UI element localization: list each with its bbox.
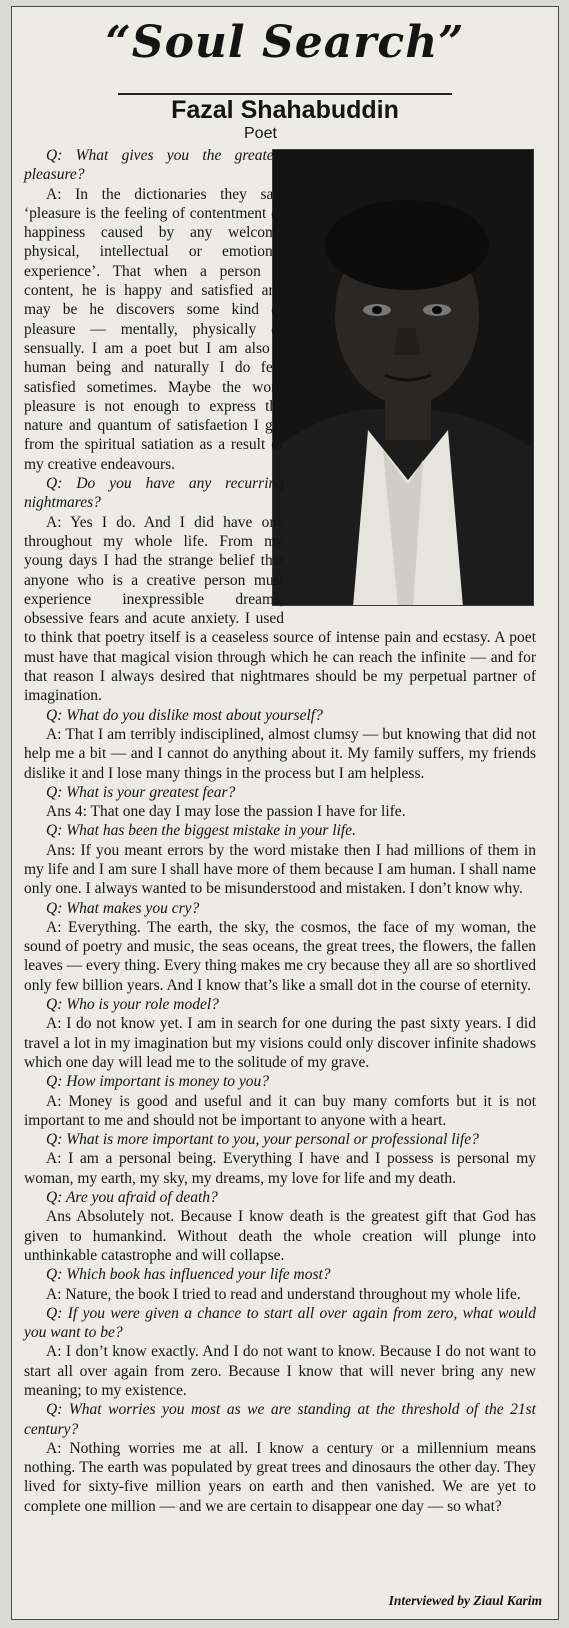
question: Q: What is more important to you, your personal or professional life? [46, 1131, 479, 1149]
question: Q: What worries you most as we are standing at the threshold of the 21st century? [24, 1401, 536, 1438]
answer: A: Money is good and useful and it can buy many comforts but it is not important to me and should not be important to anyone with a heart. [24, 1092, 536, 1129]
answer: Ans Absolutely not. Because I know death is the greatest gift that God has given to humankind. Without death the whole creation will plunge into unthinkable catastrophe and will collapse. [24, 1208, 536, 1264]
question: Q: Who is your role model? [46, 996, 219, 1014]
newspaper-clipping [11, 6, 559, 1620]
question: Q: What has been the biggest mistake in your life. [46, 822, 356, 840]
answer: A: I don’t know exactly. And I do not want to know. Because I do not want to start all over again from zero. Because I know that will never bring any new meaning; to my existence. [24, 1343, 536, 1399]
question: Q: What makes you cry? [46, 899, 200, 917]
interviewer-credit: Interviewed by Ziaul Karim [388, 1593, 542, 1608]
article-title: “Soul Search” [105, 17, 465, 68]
answer: A: Yes I do. And I did have one throughout my whole life. From my young days I had the strange belief that anyone who is a creative person must experience inexpressible dreams, obsessive fears and acute anxiety. I used to think that poetry itself is a ceaseless source of intense pain and ecstasy. A poet must have that magical vision through which he can reach the infinite — and for that reason I always desired that nightmares should be my perpetual partner of imagination. [24, 513, 536, 705]
answer: A: Nothing worries me at all. I know a century or a millennium means nothing. The earth was populated by great trees and dinosaurs the other day. They lived for sixty-five million years on earth and then vanished. We are yet to complete one million — and we are certain to disappear one day — so what? [24, 1439, 536, 1515]
question: Q: Are you afraid of death? [46, 1189, 218, 1207]
answer: Ans 4: That one day I may lose the passion I have for life. [46, 803, 406, 821]
question: Q: Which book has influenced your life most? [46, 1266, 331, 1284]
question: Q: How important is money to you? [46, 1073, 270, 1091]
answer: A: Nature, the book I tried to read and understand throughout my whole life. [46, 1285, 521, 1303]
question: Q: What gives you the greatest pleasure? [24, 147, 284, 184]
question: Q: What do you dislike most about yourself? [46, 706, 323, 724]
answer: Ans: If you meant errors by the word mistake then I had millions of them in my life and I am sure I shall have more of them because I am human. I shall name only one. I always wanted to be misunderstood and mistaken. I don’t know why. [24, 841, 536, 898]
answer: A: Everything. The earth, the sky, the cosmos, the face of my woman, the sound of poetry and music, the seas oceans, the great trees, the flowers, the fallen leaves — every thing. Every thing makes me cry because they all are so shortlived only few billion years. And I know that’s like a small dot in the course of eternity. [24, 918, 536, 994]
answer: A: That I am terribly indisciplined, almost clumsy — but knowing that did not help me a bit — and I cannot do anything about it. My family suffers, my friends dislike it and I lose many things in the process but I am helpless. [24, 725, 536, 782]
answer: A: I am a personal being. Everything I have and I possess is personal my woman, my earth, my sky, my dreams, my love for life and my death. [24, 1150, 536, 1187]
question: Q: If you were given a chance to start all over again from zero, what would you want to be? [24, 1304, 536, 1342]
question: Q: Do you have any recurring nightmares? [24, 475, 284, 512]
answer: A: I do not know yet. I am in search for one during the past sixty years. I did travel a lot in my imagination but my visions could only discover infinite shadows which one day will lead me to the solitude of my grave. [24, 1015, 536, 1071]
interview-body [24, 146, 536, 1516]
author-name: Fazal Shahabuddin [171, 96, 399, 124]
author-role: Poet [244, 125, 277, 142]
question: Q: What is your greatest fear? [46, 783, 236, 801]
answer: A: In the dictionaries they say, ‘pleasure is the feeling of contentment or happiness caused by any welcome physical, intellectual or emotional experience’. That when a person is content, he is happy and satisfied and may be he discovers some kind of pleasure — mentally, physically or sensually. I am a poet but I am also a human being and naturally I do feel satisfied sometimes. Maybe the word pleasure is not enough to express the nature and quantum of satisfaetion I get from the spiritual satiation as a result of my creative endeavours. [24, 185, 284, 473]
